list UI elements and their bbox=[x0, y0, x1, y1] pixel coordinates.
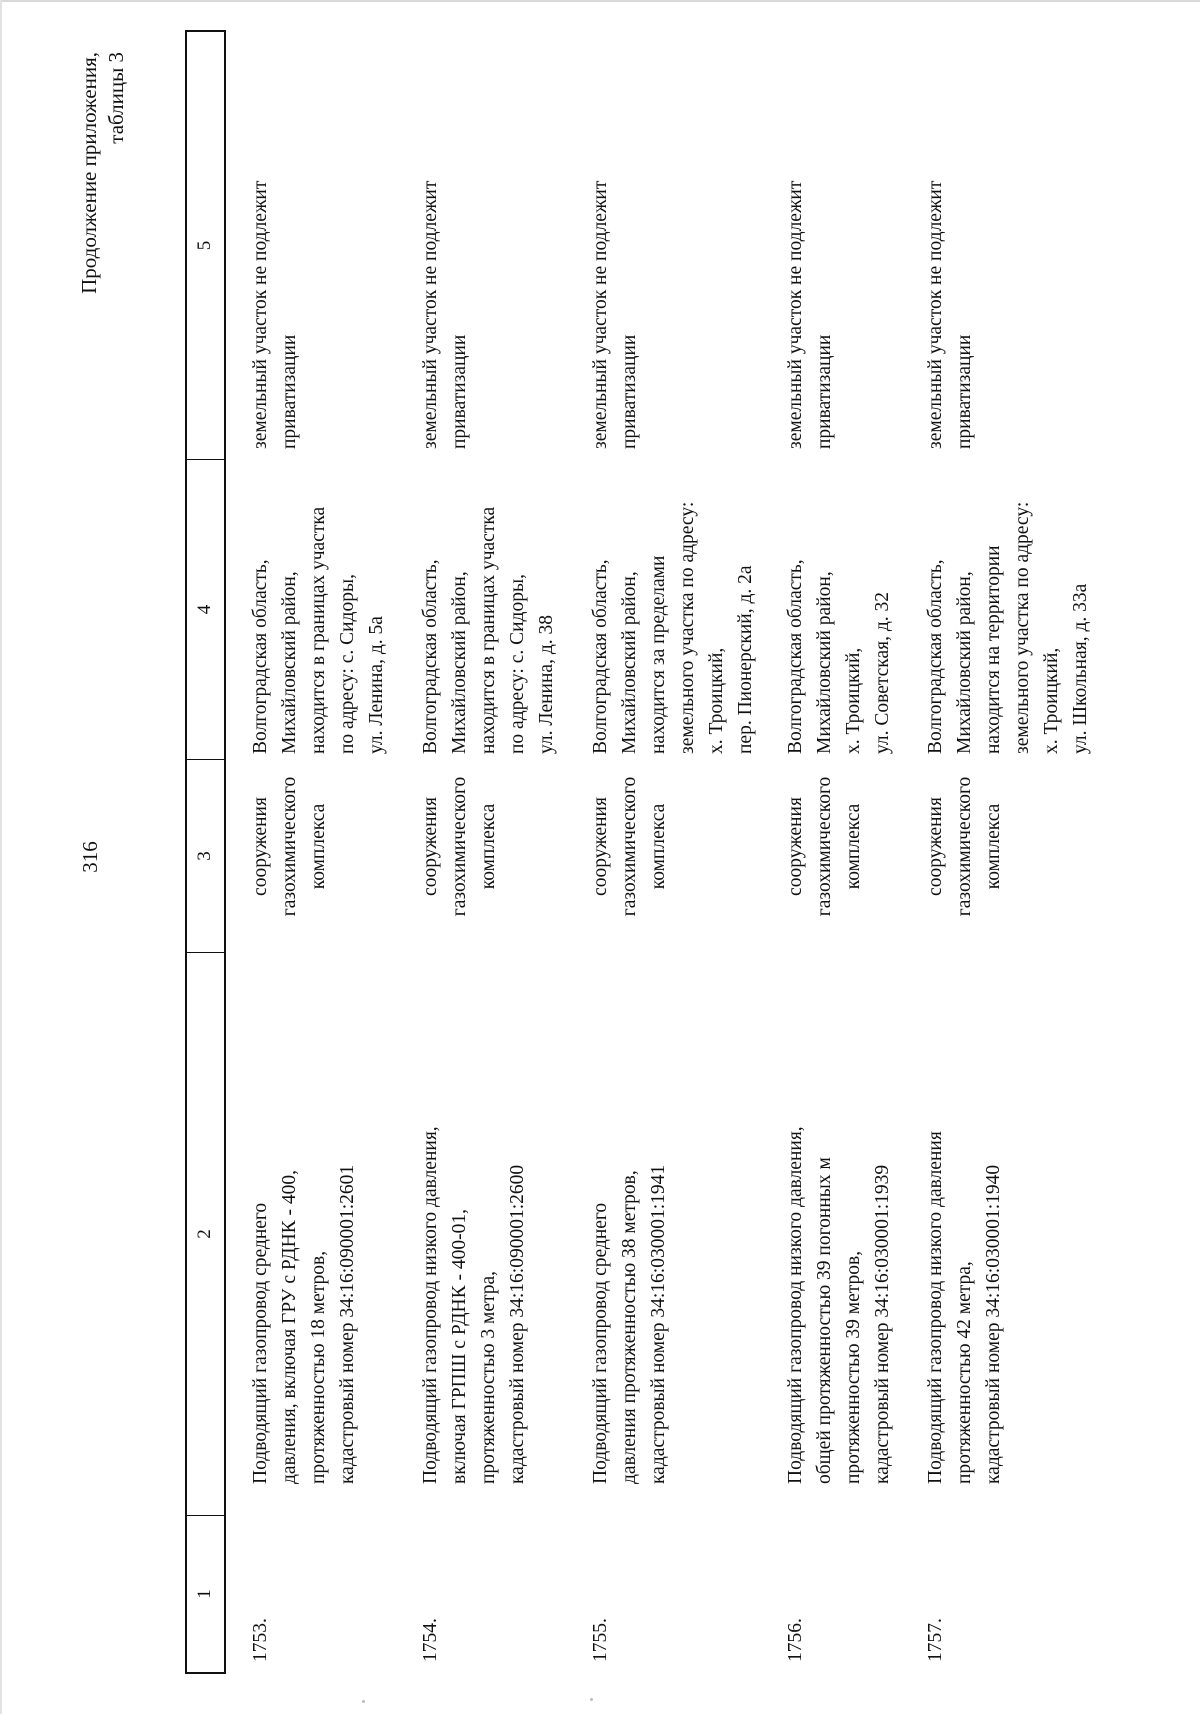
address-line: х. Троицкий, bbox=[706, 647, 727, 754]
column-number-5: 5 bbox=[194, 240, 215, 251]
column-number-1: 1 bbox=[194, 1589, 215, 1599]
address-line: находится в границах участка bbox=[478, 506, 499, 754]
description-line: включая ГРПШ с РДНК - 400-01, bbox=[449, 1209, 470, 1484]
type-line: комплекса bbox=[478, 803, 499, 890]
address-line: находится за пределами bbox=[648, 555, 669, 754]
type-line: сооружения bbox=[420, 797, 441, 896]
privatization-note bbox=[586, 181, 644, 449]
note-line: приватизации bbox=[954, 334, 975, 449]
description-line: протяженностью 3 метра, bbox=[478, 1270, 499, 1484]
address-line: находится на территории bbox=[983, 545, 1004, 754]
note-line: приватизации bbox=[814, 334, 835, 449]
object-type bbox=[921, 739, 1008, 954]
address-line: Волгоградская область, bbox=[420, 559, 441, 754]
type-line: комплекса bbox=[308, 803, 329, 890]
note-line: приватизации bbox=[619, 334, 640, 449]
description-line: протяженностью 39 метров, bbox=[843, 1250, 864, 1484]
note-line: приватизации bbox=[279, 334, 300, 449]
type-line: комплекса bbox=[983, 803, 1004, 890]
column-number-2: 2 bbox=[194, 1229, 215, 1239]
object-type bbox=[781, 739, 868, 954]
address-line: Михайловский район, bbox=[814, 571, 835, 754]
object-description bbox=[781, 1126, 897, 1484]
description-line: давления протяженностью 38 метров, bbox=[619, 1170, 640, 1484]
description-line: протяженностью 18 метров, bbox=[308, 1250, 329, 1484]
note-line: земельный участок не подлежит bbox=[925, 180, 946, 449]
address-line: пер. Пионерский, д. 2а bbox=[735, 565, 756, 754]
note-line: земельный участок не подлежит bbox=[590, 180, 611, 449]
type-line: сооружения bbox=[590, 797, 611, 896]
address-line: Михайловский район, bbox=[449, 571, 470, 754]
row-number: 1754. bbox=[420, 1618, 441, 1662]
note-line: земельный участок не подлежит bbox=[250, 180, 271, 449]
object-type bbox=[416, 739, 503, 954]
address-line: Волгоградская область, bbox=[925, 559, 946, 754]
page-number: 316 bbox=[78, 841, 102, 873]
type-line: комплекса bbox=[843, 803, 864, 890]
address-line: земельного участка по адресу: bbox=[677, 501, 698, 754]
type-line: сооружения bbox=[250, 797, 271, 896]
continuation-line-2: таблицы 3 bbox=[104, 52, 128, 144]
object-type bbox=[586, 739, 673, 954]
description-line: кадастровый номер 34:16:030001:1940 bbox=[983, 1164, 1004, 1484]
address-line: Волгоградская область, bbox=[250, 559, 271, 754]
type-line: газохимического bbox=[279, 776, 300, 917]
type-line: газохимического bbox=[619, 776, 640, 917]
address-line: х. Троицкий, bbox=[1041, 647, 1062, 754]
address-line: ул. Ленина, д. 5а bbox=[366, 616, 387, 754]
object-description bbox=[246, 1165, 362, 1484]
description-line: кадастровый номер 34:16:030001:1941 bbox=[648, 1164, 669, 1484]
address-line: х. Троицкий, bbox=[843, 647, 864, 754]
description-line: протяженностью 42 метра, bbox=[954, 1261, 975, 1484]
address-line: земельного участка по адресу: bbox=[1012, 501, 1033, 754]
object-address bbox=[586, 502, 760, 754]
address-line: ул. Советская, д. 32 bbox=[872, 591, 893, 754]
object-address bbox=[921, 502, 1095, 754]
address-line: Михайловский район, bbox=[279, 571, 300, 754]
address-line: ул. Школьная, д. 33а bbox=[1070, 583, 1091, 754]
row-number: 1755. bbox=[590, 1618, 611, 1662]
description-line: Подводящий газопровод низкого давления, bbox=[420, 1126, 441, 1484]
note-line: земельный участок не подлежит bbox=[420, 180, 441, 449]
object-type bbox=[246, 739, 333, 954]
description-line: кадастровый номер 34:16:030001:1939 bbox=[872, 1164, 893, 1484]
object-address bbox=[781, 559, 897, 754]
type-line: сооружения bbox=[785, 797, 806, 896]
address-line: по адресу: с. Сидоры, bbox=[507, 574, 528, 754]
object-description bbox=[921, 1131, 1008, 1484]
object-address bbox=[416, 507, 561, 754]
privatization-note bbox=[246, 181, 304, 449]
description-line: Подводящий газопровод среднего bbox=[590, 1202, 611, 1484]
row-number: 1753. bbox=[250, 1618, 271, 1662]
type-line: комплекса bbox=[648, 803, 669, 890]
object-description bbox=[586, 1165, 673, 1484]
object-address bbox=[246, 507, 391, 754]
row-number: 1757. bbox=[925, 1618, 946, 1662]
description-line: давления, включая ГРУ с РДНК - 400, bbox=[279, 1169, 300, 1484]
description-line: Подводящий газопровод низкого давления, bbox=[785, 1126, 806, 1484]
address-line: по адресу: с. Сидоры, bbox=[337, 574, 358, 754]
address-line: Волгоградская область, bbox=[785, 559, 806, 754]
description-line: Подводящий газопровод среднего bbox=[250, 1202, 271, 1484]
type-line: газохимического bbox=[954, 776, 975, 917]
description-line: кадастровый номер 34:16:090001:2601 bbox=[337, 1164, 358, 1484]
address-line: ул. Ленина, д. 38 bbox=[536, 614, 557, 754]
type-line: газохимического bbox=[449, 776, 470, 917]
address-line: находится в границах участка bbox=[308, 506, 329, 754]
address-line: Михайловский район, bbox=[619, 571, 640, 754]
address-line: Волгоградская область, bbox=[590, 559, 611, 754]
row-number: 1756. bbox=[785, 1618, 806, 1662]
type-line: сооружения bbox=[925, 797, 946, 896]
description-line: кадастровый номер 34:16:090001:2600 bbox=[507, 1164, 528, 1484]
description-line: Подводящий газопровод низкого давления bbox=[925, 1131, 946, 1484]
object-description bbox=[416, 1126, 532, 1484]
privatization-note bbox=[416, 181, 474, 449]
table-left-border bbox=[185, 1672, 226, 1674]
privatization-note bbox=[781, 181, 839, 449]
note-line: земельный участок не подлежит bbox=[785, 180, 806, 449]
table-header-bottom-border bbox=[224, 30, 226, 1674]
column-number-3: 3 bbox=[194, 851, 215, 861]
type-line: газохимического bbox=[814, 776, 835, 917]
continuation-line-1: Продолжение приложения, bbox=[77, 52, 101, 294]
address-line: Михайловский район, bbox=[954, 571, 975, 754]
column-number-4: 4 bbox=[194, 604, 215, 615]
description-line: общей протяженностью 39 погонных м bbox=[814, 1157, 835, 1484]
privatization-note bbox=[921, 181, 979, 449]
note-line: приватизации bbox=[449, 334, 470, 449]
